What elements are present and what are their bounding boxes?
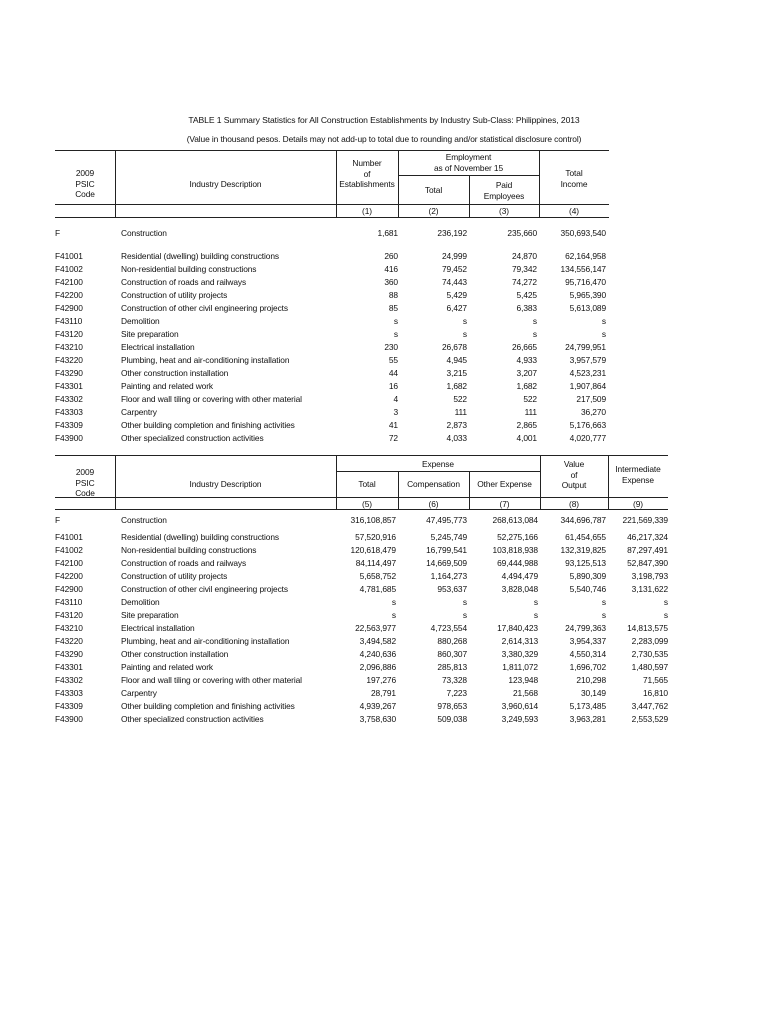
table-row — [0, 571, 768, 584]
bottom-c6-cell: 73,328 — [441, 675, 467, 685]
table-row — [0, 433, 768, 446]
table-row — [0, 316, 768, 329]
bottom-c5-cell: 197,276 — [366, 675, 396, 685]
top-c1-cell: 72 — [388, 433, 398, 443]
industry-description-cell: Construction of utility projects — [121, 290, 228, 300]
top-c3-cell: 4,001 — [516, 433, 537, 443]
table-subtitle: (Value in thousand pesos. Details may not add-up to total due to rounding and/or statistical disclosure control) — [186, 134, 582, 144]
top-c4-cell: 217,509 — [576, 394, 606, 404]
bottom-c9-cell: s — [663, 597, 668, 607]
bottom-c5-cell: 3,758,630 — [359, 714, 396, 724]
top-c4-cell: 3,957,579 — [569, 355, 606, 365]
bottom-c8-cell: 4,550,314 — [569, 649, 606, 659]
table-row — [0, 545, 768, 558]
industry-description-cell: Construction of other civil engineering projects — [121, 303, 288, 313]
psic-code-cell: F42200 — [55, 290, 83, 300]
top-c4-cell: 5,965,390 — [569, 290, 606, 300]
top-c4-cell: 4,020,777 — [569, 433, 606, 443]
bottom-c7-cell: s — [533, 610, 538, 620]
industry-description-cell: Other specialized construction activities — [121, 714, 264, 724]
bottom-c8-cell: 210,298 — [576, 675, 606, 685]
total-income-header: Total Income — [560, 168, 588, 189]
psic-code-cell: F43309 — [55, 701, 83, 711]
col-num-7: (7) — [499, 499, 510, 509]
paid-employees-header: Paid Employees — [483, 180, 525, 201]
top-c2-cell: 5,429 — [446, 290, 467, 300]
top-c4-cell: 5,613,089 — [569, 303, 606, 313]
psic-code-cell: F43900 — [55, 433, 83, 443]
top-c4-cell: 134,556,147 — [560, 264, 606, 274]
bottom-c6-cell: 4,723,554 — [430, 623, 467, 633]
bottom-c8-cell: 3,963,281 — [569, 714, 606, 724]
bottom-c5-cell: 22,563,977 — [355, 623, 396, 633]
bottom-c6-cell: 1,164,273 — [430, 571, 467, 581]
col-num-2: (2) — [428, 206, 439, 216]
top-c4-cell: 95,716,470 — [565, 277, 606, 287]
table-row — [0, 532, 768, 545]
table-row — [0, 264, 768, 277]
top-c3-cell: 522 — [523, 394, 537, 404]
bottom-c6-cell: 14,669,509 — [426, 558, 467, 568]
top-c1-cell: 16 — [388, 381, 398, 391]
industry-description-cell: Carpentry — [121, 407, 157, 417]
industry-description-cell: Construction — [121, 515, 167, 525]
compensation-header: Compensation — [407, 479, 460, 489]
industry-description-cell: Electrical installation — [121, 342, 195, 352]
top-c2-cell: 1,682 — [446, 381, 467, 391]
psic-code-cell: F43210 — [55, 623, 83, 633]
psic-code-cell: F43302 — [55, 675, 83, 685]
table-row — [0, 675, 768, 688]
bottom-c9-cell: 16,810 — [642, 688, 668, 698]
bottom-c8-cell: 30,149 — [580, 688, 606, 698]
top-c4-cell: s — [601, 329, 606, 339]
col-num-8: (8) — [569, 499, 579, 509]
top-c3-cell: 26,665 — [511, 342, 537, 352]
psic-code-cell: F41002 — [55, 545, 83, 555]
bottom-c6-cell: 978,653 — [437, 701, 467, 711]
table-row — [0, 342, 768, 355]
bottom-c6-cell: 5,245,749 — [430, 532, 467, 542]
table-row — [0, 355, 768, 368]
industry-description-cell: Residential (dwelling) building constructions — [121, 251, 279, 261]
bottom-c6-cell: s — [462, 610, 467, 620]
bottom-c9-cell: 46,217,324 — [627, 532, 668, 542]
top-c3-cell: 4,933 — [516, 355, 537, 365]
top-c2-cell: 26,678 — [441, 342, 467, 352]
psic-code-cell: F41001 — [55, 532, 83, 542]
top-c1-cell: 88 — [388, 290, 398, 300]
bottom-c7-cell: 3,828,048 — [501, 584, 538, 594]
bottom-c9-cell: 2,553,529 — [631, 714, 668, 724]
psic-code-cell: F43110 — [55, 316, 83, 326]
bottom-c5-cell: s — [391, 597, 396, 607]
bottom-c6-cell: 953,637 — [437, 584, 467, 594]
top-c3-cell: 24,870 — [511, 251, 537, 261]
bottom-c5-cell: 3,494,582 — [359, 636, 396, 646]
top-c1-cell: 1,681 — [377, 228, 398, 238]
table-row — [0, 636, 768, 649]
top-c2-cell: 236,192 — [437, 228, 467, 238]
psic-code-cell: F42100 — [55, 277, 83, 287]
psic-code-cell: F42100 — [55, 558, 83, 568]
top-c4-cell: 4,523,231 — [569, 368, 606, 378]
psic-code-cell: F43290 — [55, 649, 83, 659]
industry-description-header-2: Industry Description — [189, 479, 262, 489]
industry-description-cell: Carpentry — [121, 688, 157, 698]
psic-code-cell: F43302 — [55, 394, 83, 404]
table-row — [0, 610, 768, 623]
bottom-c9-cell: s — [663, 610, 668, 620]
industry-description-cell: Plumbing, heat and air-conditioning installation — [121, 636, 290, 646]
col-num-4: (4) — [569, 206, 579, 216]
bottom-c7-cell: 3,249,593 — [501, 714, 538, 724]
industry-description-cell: Residential (dwelling) building constructions — [121, 532, 279, 542]
top-c3-cell: 111 — [524, 407, 537, 417]
industry-description-header: Industry Description — [189, 179, 262, 189]
table-row — [0, 251, 768, 264]
bottom-c9-cell: 2,283,099 — [631, 636, 668, 646]
psic-code-cell: F43110 — [55, 597, 83, 607]
top-c3-cell: 5,425 — [516, 290, 537, 300]
psic-code-cell: F43303 — [55, 688, 83, 698]
col-num-9: (9) — [633, 499, 643, 509]
intermediate-expense-header: Intermediate Expense — [615, 464, 661, 485]
expense-total-header: Total — [358, 479, 376, 489]
bottom-c7-cell: 103,818,938 — [492, 545, 538, 555]
bottom-c7-cell: 4,494,479 — [501, 571, 538, 581]
top-c3-cell: 6,383 — [516, 303, 537, 313]
bottom-c5-cell: 316,108,857 — [350, 515, 396, 525]
top-c3-cell: 2,865 — [516, 420, 537, 430]
psic-code-cell: F43120 — [55, 329, 83, 339]
top-c2-cell: 24,999 — [441, 251, 467, 261]
bottom-c8-cell: 24,799,363 — [565, 623, 606, 633]
num-establishments-header: Number of Establishments — [339, 158, 395, 189]
top-c1-cell: 260 — [384, 251, 398, 261]
bottom-c9-cell: 221,569,339 — [622, 515, 668, 525]
psic-code-cell: F — [55, 228, 61, 238]
industry-description-cell: Other specialized construction activities — [121, 433, 264, 443]
value-of-output-header: Value of Output — [561, 459, 587, 490]
table-row — [0, 597, 768, 610]
bottom-c8-cell: 344,696,787 — [560, 515, 606, 525]
bottom-c7-cell: 3,960,614 — [501, 701, 538, 711]
bottom-c8-cell: 5,540,746 — [569, 584, 606, 594]
bottom-c7-cell: 17,840,423 — [497, 623, 538, 633]
industry-description-cell: Other building completion and finishing activities — [121, 420, 295, 430]
table-row — [0, 329, 768, 342]
bottom-c7-cell: 3,380,329 — [501, 649, 538, 659]
psic-code-cell: F42200 — [55, 571, 83, 581]
top-c2-cell: 3,215 — [446, 368, 467, 378]
table-row — [0, 381, 768, 394]
table-row — [0, 394, 768, 407]
bottom-c6-cell: s — [462, 597, 467, 607]
bottom-c9-cell: 71,565 — [642, 675, 668, 685]
table-row — [0, 558, 768, 571]
table-row — [0, 714, 768, 727]
bottom-c8-cell: s — [601, 597, 606, 607]
psic-code-cell: F43220 — [55, 355, 83, 365]
top-c4-cell: 62,164,958 — [565, 251, 606, 261]
top-c3-cell: 235,660 — [507, 228, 537, 238]
top-c2-cell: s — [462, 316, 467, 326]
industry-description-cell: Non-residential building constructions — [121, 545, 257, 555]
bottom-c8-cell: s — [601, 610, 606, 620]
bottom-c6-cell: 509,038 — [437, 714, 467, 724]
bottom-c7-cell: 2,614,313 — [501, 636, 538, 646]
top-c1-cell: 85 — [388, 303, 398, 313]
top-c3-cell: 74,272 — [511, 277, 537, 287]
bottom-c5-cell: 4,781,685 — [359, 584, 396, 594]
top-c1-cell: 41 — [388, 420, 398, 430]
industry-description-cell: Site preparation — [121, 329, 179, 339]
bottom-c5-cell: 57,520,916 — [355, 532, 396, 542]
psic-code-cell: F42900 — [55, 303, 83, 313]
industry-description-cell: Demolition — [121, 597, 160, 607]
bottom-c9-cell: 87,297,491 — [627, 545, 668, 555]
table-row — [0, 623, 768, 636]
psic-code-cell: F41002 — [55, 264, 83, 274]
top-c2-cell: 74,443 — [441, 277, 467, 287]
table-row — [0, 662, 768, 675]
industry-description-cell: Painting and related work — [121, 381, 214, 391]
col-num-1: (1) — [362, 206, 372, 216]
bottom-c7-cell: s — [533, 597, 538, 607]
bottom-c9-cell: 3,131,622 — [631, 584, 668, 594]
psic-code-cell: F43290 — [55, 368, 83, 378]
top-c2-cell: 4,033 — [446, 433, 467, 443]
table-row — [0, 515, 768, 528]
industry-description-cell: Demolition — [121, 316, 160, 326]
bottom-c7-cell: 1,811,072 — [502, 662, 538, 672]
bottom-c5-cell: 4,240,636 — [359, 649, 396, 659]
psic-code-cell: F43303 — [55, 407, 83, 417]
employment-total-header: Total — [424, 185, 443, 195]
industry-description-cell: Construction of utility projects — [121, 571, 228, 581]
bottom-c9-cell: 2,730,535 — [631, 649, 668, 659]
industry-description-cell: Floor and wall tiling or covering with other material — [121, 675, 302, 685]
bottom-c9-cell: 3,447,762 — [631, 701, 668, 711]
industry-description-cell: Other building completion and finishing activities — [121, 701, 295, 711]
bottom-c6-cell: 880,268 — [437, 636, 467, 646]
top-c2-cell: 2,873 — [446, 420, 467, 430]
bottom-c9-cell: 3,198,793 — [631, 571, 668, 581]
top-c2-cell: 4,945 — [446, 355, 467, 365]
bottom-c5-cell: 5,658,752 — [359, 571, 396, 581]
table-row — [0, 701, 768, 714]
bottom-c8-cell: 1,696,702 — [569, 662, 606, 672]
table-row — [0, 584, 768, 597]
table-row — [0, 303, 768, 316]
bottom-c8-cell: 61,454,655 — [565, 532, 606, 542]
psic-code-cell: F42900 — [55, 584, 83, 594]
industry-description-cell: Painting and related work — [121, 662, 214, 672]
bottom-c7-cell: 123,948 — [508, 675, 538, 685]
psic-code-header: 2009 PSIC Code — [75, 168, 95, 199]
psic-code-cell: F43900 — [55, 714, 83, 724]
table-row — [0, 649, 768, 662]
psic-code-cell: F43309 — [55, 420, 83, 430]
bottom-c9-cell: 52,847,390 — [627, 558, 668, 568]
bottom-c5-cell: 84,114,497 — [355, 558, 396, 568]
bottom-c6-cell: 7,223 — [446, 688, 467, 698]
industry-description-cell: Other construction installation — [121, 368, 229, 378]
table-row — [0, 290, 768, 303]
industry-description-cell: Construction of roads and railways — [121, 558, 247, 568]
bottom-c8-cell: 132,319,825 — [560, 545, 606, 555]
top-c4-cell: s — [601, 316, 606, 326]
table-row — [0, 420, 768, 433]
top-c2-cell: s — [462, 329, 467, 339]
table-row — [0, 688, 768, 701]
top-c4-cell: 350,693,540 — [560, 228, 606, 238]
bottom-c6-cell: 16,799,541 — [426, 545, 467, 555]
bottom-c7-cell: 69,444,988 — [497, 558, 538, 568]
top-c4-cell: 1,907,864 — [569, 381, 606, 391]
bottom-c8-cell: 3,954,337 — [569, 636, 606, 646]
top-c2-cell: 6,427 — [446, 303, 467, 313]
bottom-c9-cell: 14,813,575 — [627, 623, 668, 633]
top-c1-cell: 416 — [384, 264, 398, 274]
bottom-c8-cell: 5,890,309 — [569, 571, 606, 581]
top-c1-cell: s — [393, 316, 398, 326]
table-row — [0, 277, 768, 290]
industry-description-cell: Other construction installation — [121, 649, 229, 659]
industry-description-cell: Construction — [121, 228, 167, 238]
industry-description-cell: Electrical installation — [121, 623, 195, 633]
top-c2-cell: 522 — [453, 394, 467, 404]
table-row — [0, 407, 768, 420]
top-c3-cell: 1,682 — [516, 381, 537, 391]
industry-description-cell: Construction of other civil engineering projects — [121, 584, 288, 594]
psic-code-cell: F43301 — [55, 662, 83, 672]
bottom-c7-cell: 268,613,084 — [492, 515, 538, 525]
psic-code-cell: F43210 — [55, 342, 83, 352]
col-num-3: (3) — [499, 206, 509, 216]
bottom-c5-cell: 2,096,886 — [359, 662, 396, 672]
psic-code-cell: F43301 — [55, 381, 83, 391]
psic-code-cell: F — [55, 515, 61, 525]
bottom-c5-cell: 120,618,479 — [350, 545, 396, 555]
employment-header: Employment as of November 15 — [433, 152, 504, 173]
bottom-c5-cell: 28,791 — [370, 688, 396, 698]
top-c1-cell: 55 — [388, 355, 398, 365]
industry-description-cell: Non-residential building constructions — [121, 264, 257, 274]
bottom-c9-cell: 1,480,597 — [631, 662, 668, 672]
bottom-c8-cell: 5,173,485 — [569, 701, 606, 711]
top-c1-cell: 44 — [388, 368, 398, 378]
industry-description-cell: Construction of roads and railways — [121, 277, 247, 287]
top-c1-cell: 3 — [393, 407, 398, 417]
bottom-c5-cell: 4,939,267 — [359, 701, 396, 711]
top-c4-cell: 24,799,951 — [565, 342, 606, 352]
top-c1-cell: s — [393, 329, 398, 339]
top-c3-cell: s — [532, 316, 537, 326]
industry-description-cell: Plumbing, heat and air-conditioning installation — [121, 355, 290, 365]
top-c1-cell: 360 — [384, 277, 398, 287]
bottom-c7-cell: 21,568 — [512, 688, 538, 698]
industry-description-cell: Floor and wall tiling or covering with other material — [121, 394, 302, 404]
col-num-5: (5) — [362, 499, 372, 509]
bottom-c6-cell: 860,307 — [437, 649, 467, 659]
table-title: TABLE 1 Summary Statistics for All Construction Establishments by Industry Sub-Class: Philippines, 2013 — [188, 115, 580, 125]
psic-code-header-2: 2009 PSIC Code — [75, 467, 95, 498]
psic-code-cell: F41001 — [55, 251, 83, 261]
top-c1-cell: 230 — [384, 342, 398, 352]
other-expense-header: Other Expense — [477, 479, 532, 489]
table-row — [0, 368, 768, 381]
bottom-c6-cell: 285,813 — [437, 662, 467, 672]
bottom-c5-cell: s — [391, 610, 396, 620]
expense-header: Expense — [422, 459, 454, 469]
top-c3-cell: s — [532, 329, 537, 339]
top-c4-cell: 5,176,663 — [569, 420, 606, 430]
top-c4-cell: 36,270 — [580, 407, 606, 417]
bottom-c8-cell: 93,125,513 — [565, 558, 606, 568]
top-c3-cell: 79,342 — [511, 264, 537, 274]
top-c3-cell: 3,207 — [516, 368, 537, 378]
industry-description-cell: Site preparation — [121, 610, 179, 620]
top-c2-cell: 111 — [454, 407, 467, 417]
top-c2-cell: 79,452 — [441, 264, 467, 274]
top-c1-cell: 4 — [393, 394, 398, 404]
psic-code-cell: F43220 — [55, 636, 83, 646]
bottom-c6-cell: 47,495,773 — [426, 515, 467, 525]
psic-code-cell: F43120 — [55, 610, 83, 620]
table-row — [0, 228, 768, 241]
bottom-c7-cell: 52,275,166 — [497, 532, 538, 542]
col-num-6: (6) — [428, 499, 439, 509]
